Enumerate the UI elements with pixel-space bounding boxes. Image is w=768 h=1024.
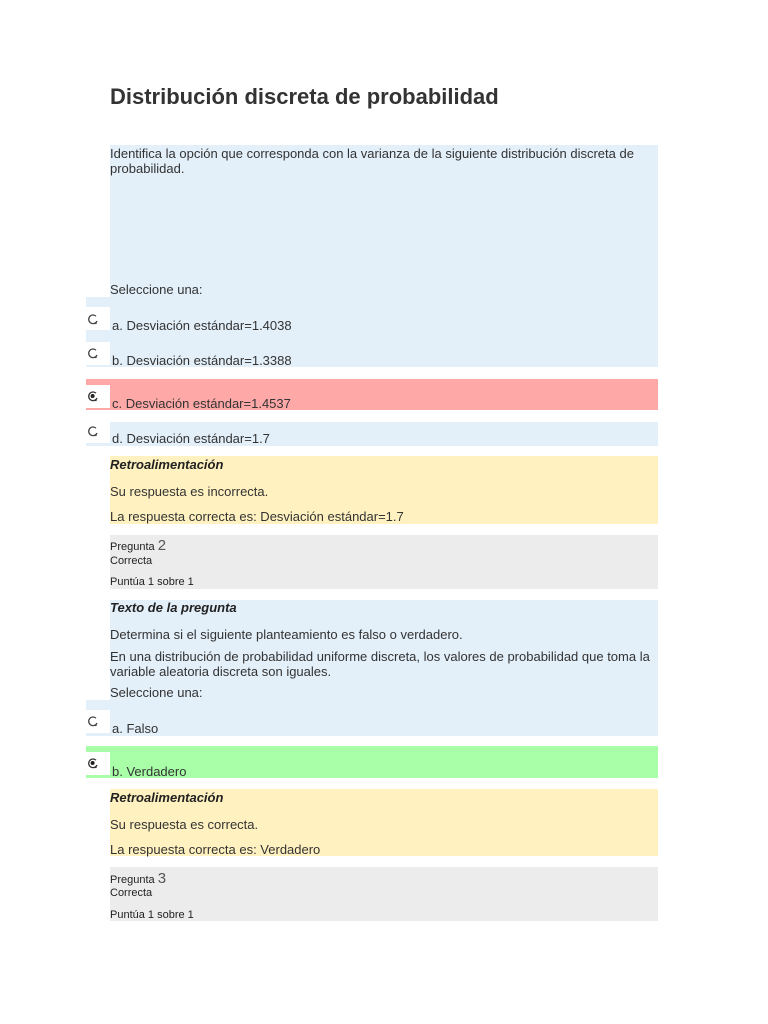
question-1-prompt: Identifica la opción que corresponda con la varianza de la siguiente distribución discreta de probabilidad. xyxy=(110,146,634,176)
question-1-correct-answer: La respuesta correcta es: Desviación estándar=1.7 xyxy=(110,509,404,524)
page-title: Distribución discreta de probabilidad xyxy=(110,84,499,109)
question-3-number: 3 xyxy=(157,870,167,887)
question-2-status: Correcta xyxy=(110,555,153,567)
option-d-label[interactable]: d. Desviación estándar=1.7 xyxy=(112,431,270,446)
question-2-heading: Texto de la pregunta xyxy=(110,600,237,615)
question-1-select-label: Seleccione una: xyxy=(110,282,203,297)
question-3-score: Puntúa 1 sobre 1 xyxy=(110,909,194,921)
option-c-label[interactable]: c. Desviación estándar=1.4537 xyxy=(112,396,291,411)
question-2-number: 2 xyxy=(157,537,167,554)
q2-option-b-radio-selected[interactable] xyxy=(87,757,99,769)
q2-option-a-radio[interactable] xyxy=(87,715,99,727)
question-3-label xyxy=(110,870,166,887)
question-2-word: Pregunta xyxy=(110,541,155,553)
question-1-feedback-result: Su respuesta es incorrecta. xyxy=(110,484,269,499)
q2-option-a-label[interactable]: a. Falso xyxy=(112,721,159,736)
question-3-word: Pregunta xyxy=(110,874,155,886)
question-2-feedback-result: Su respuesta es correcta. xyxy=(110,817,259,832)
question-3-status: Correcta xyxy=(110,887,153,899)
option-d-radio[interactable] xyxy=(87,425,99,437)
question-2-correct-answer: La respuesta correcta es: Verdadero xyxy=(110,842,321,857)
question-1-feedback-heading: Retroalimentación xyxy=(110,457,224,472)
option-b-radio[interactable] xyxy=(87,347,99,359)
question-2-select-label: Seleccione una: xyxy=(110,685,203,700)
question-2-feedback-heading: Retroalimentación xyxy=(110,790,224,805)
question-2-prompt-1: Determina si el siguiente planteamiento es falso o verdadero. xyxy=(110,627,463,642)
question-2-label xyxy=(110,537,166,554)
question-2-prompt-2: En una distribución de probabilidad uniforme discreta, los valores de probabilidad que toma la variable aleatoria discreta son iguales. xyxy=(110,649,650,679)
option-c-radio-selected[interactable] xyxy=(87,390,99,402)
question-1-text-panel xyxy=(110,145,658,367)
q2-option-b-label[interactable]: b. Verdadero xyxy=(112,764,187,779)
question-2-score: Puntúa 1 sobre 1 xyxy=(110,576,194,588)
option-a-radio[interactable] xyxy=(87,313,99,325)
option-a-label[interactable]: a. Desviación estándar=1.4038 xyxy=(112,318,292,333)
option-b-label[interactable]: b. Desviación estándar=1.3388 xyxy=(112,353,292,368)
